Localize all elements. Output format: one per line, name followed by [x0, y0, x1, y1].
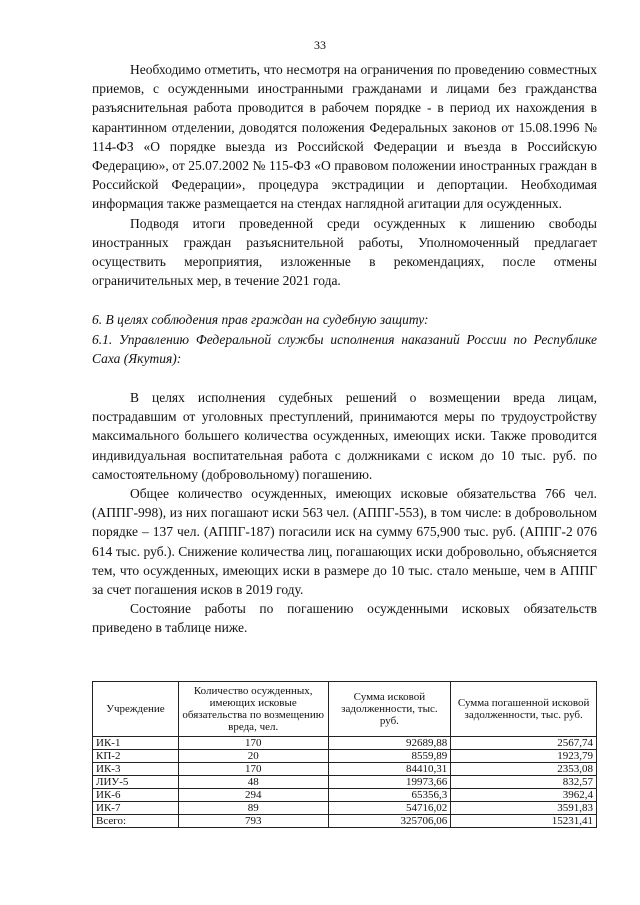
table-row — [93, 763, 597, 776]
cell-count: 170 — [178, 737, 328, 750]
cell-institution: ИК-7 — [93, 802, 179, 815]
cell-repaid: 3591,83 — [451, 802, 597, 815]
document-body — [92, 60, 597, 638]
cell-institution: ИК-1 — [93, 737, 179, 750]
paragraph-court-decisions: В целях исполнения судебных решений о возмещении вреда лицам, пострадавшим от уголовных преступлений, принимаются меры по трудоустройству максимального большего количества осужденных, имеющих иски. Также проводится индивидуальная воспитательная работа с должниками с иском до 10 тыс. руб. по самостоятельному (добровольному) погашению. — [92, 390, 597, 482]
cell-repaid: 832,57 — [451, 776, 597, 789]
cell-institution: ИК-3 — [93, 763, 179, 776]
table-row — [93, 737, 597, 750]
cell-count: 793 — [178, 815, 328, 828]
cell-debt: 325706,06 — [328, 815, 451, 828]
table-row — [93, 776, 597, 789]
table-header-row — [93, 682, 597, 737]
table-row — [93, 750, 597, 763]
cell-institution: Всего: — [93, 815, 179, 828]
cell-debt: 19973,66 — [328, 776, 451, 789]
claims-table — [92, 681, 597, 828]
paragraph-claim-statistics: Общее количество осужденных, имеющих исковые обязательства 766 чел. (АППГ-998), из них погашают иски 563 чел. (АППГ-553), в том числе: в добровольном порядке – 137 чел. (АППГ-187) погасили иск на сумму 675,900 тыс. руб. (АППГ-2 076 614 тыс. руб.). Снижение количества лиц, погашающих иски добровольно, объясняется тем, что осужденных, имеющих иски в размере до 10 тыс. стало меньше, чем в АППГ за счет погашения исков в 2019 году. — [92, 486, 597, 598]
header-institution: Учреждение — [93, 682, 179, 737]
cell-repaid: 2353,08 — [451, 763, 597, 776]
cell-debt: 8559,89 — [328, 750, 451, 763]
cell-repaid: 15231,41 — [451, 815, 597, 828]
table-row — [93, 802, 597, 815]
cell-repaid: 1923,79 — [451, 750, 597, 763]
table-total-row — [93, 815, 597, 828]
paragraph-summary: Подводя итоги проведенной среди осужденных к лишению свободы иностранных граждан разъяснительной работы, Уполномоченный предлагает осуществить мероприятия, изложенные в рекомендациях, после отмены ограничительных мер, в течение 2021 года. — [92, 215, 597, 289]
section-heading-6-1: 6.1. Управлению Федеральной службы исполнения наказаний России по Республике Саха (Якутия): — [92, 331, 597, 366]
paragraph-table-intro: Состояние работы по погашению осужденными исковых обязательств приведено в таблице ниже. — [92, 601, 597, 636]
header-repaid: Сумма погашенной исковой задолженности, тыс. руб. — [451, 682, 597, 737]
paragraph-foreign-citizens: Необходимо отметить, что несмотря на ограничения по проведению совместных приемов, с осужденными иностранными гражданами и лицами без гражданства разъяснительная работа проводится в рабочем порядке - в период их нахождения в карантинном отделении, доводятся положения Федеральных законов от 15.08.1996 № 114-ФЗ «О порядке выезда из Российской Федерации и въезда в Российскую Федерацию», от 25.07.2002 № 115-ФЗ «О правовом положении иностранных граждан в Российской Федерации», процедура экстрадиции и депортации. Необходимая информация также размещается на стендах наглядной агитации для осужденных. — [92, 62, 597, 212]
cell-institution: ЛИУ-5 — [93, 776, 179, 789]
cell-count: 170 — [178, 763, 328, 776]
cell-repaid: 3962,4 — [451, 789, 597, 802]
cell-debt: 65356,3 — [328, 789, 451, 802]
header-debt: Сумма исковой задолженности, тыс. руб. — [328, 682, 451, 737]
cell-count: 294 — [178, 789, 328, 802]
header-count: Количество осужденных, имеющих исковые обязательства по возмещению вреда, чел. — [178, 682, 328, 737]
cell-count: 48 — [178, 776, 328, 789]
cell-count: 89 — [178, 802, 328, 815]
page-number: 33 — [314, 38, 326, 52]
section-heading-6: 6. В целях соблюдения прав граждан на судебную защиту: — [92, 312, 429, 328]
cell-count: 20 — [178, 750, 328, 763]
cell-debt: 84410,31 — [328, 763, 451, 776]
cell-institution: ИК-6 — [93, 789, 179, 802]
cell-repaid: 2567,74 — [451, 737, 597, 750]
cell-institution: КП-2 — [93, 750, 179, 763]
table-row — [93, 789, 597, 802]
cell-debt: 92689,88 — [328, 737, 451, 750]
cell-debt: 54716,02 — [328, 802, 451, 815]
